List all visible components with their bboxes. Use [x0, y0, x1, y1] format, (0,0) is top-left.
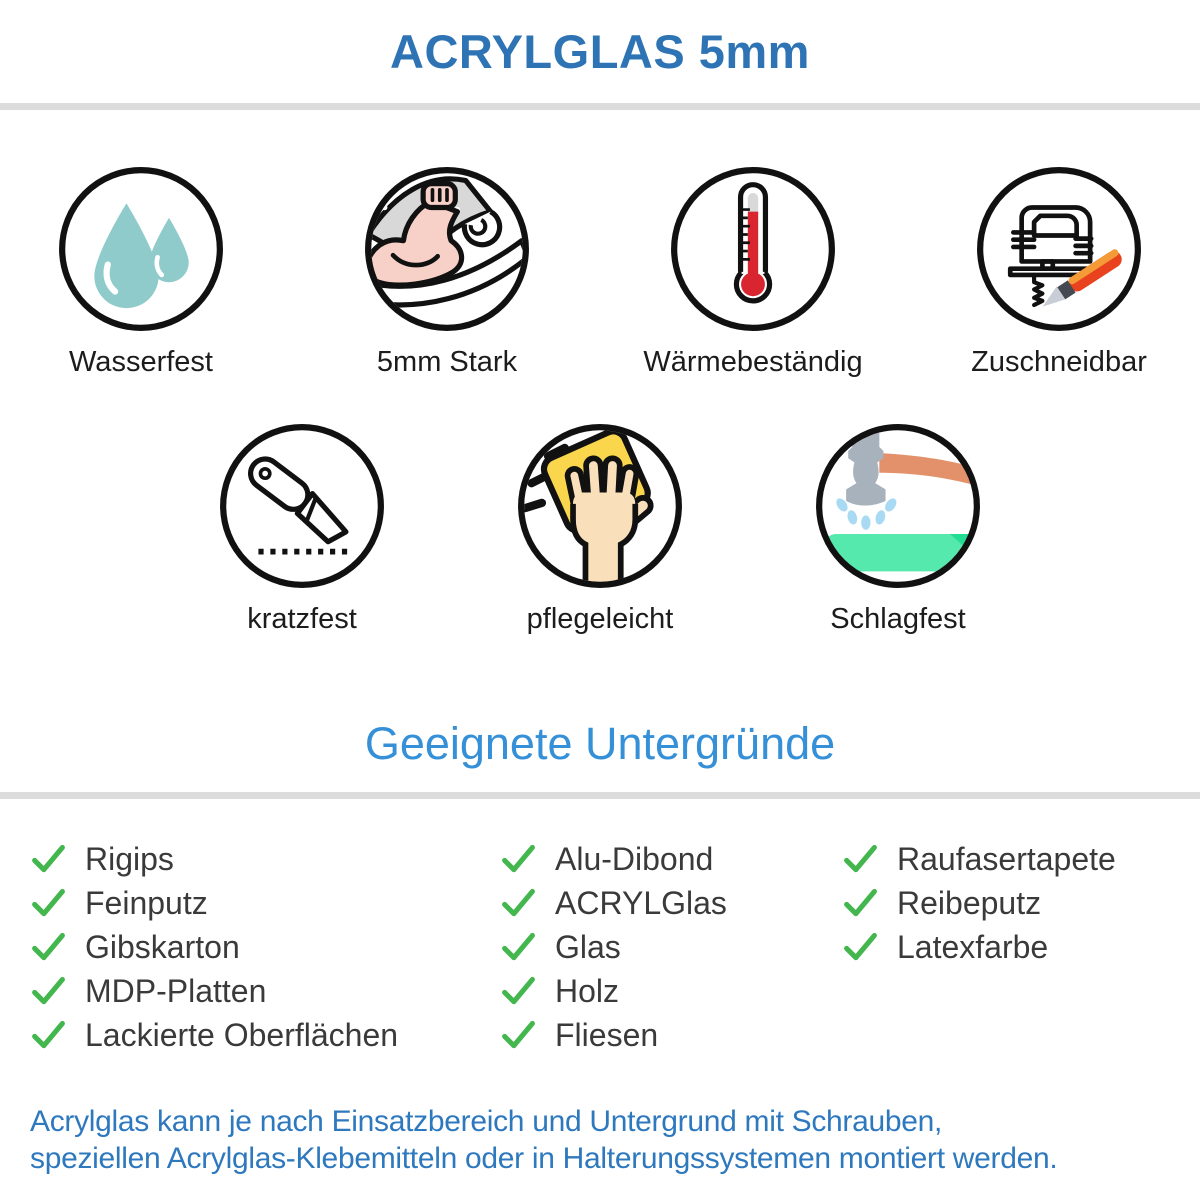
check-icon — [30, 1017, 67, 1054]
feature-label: Zuschneidbar — [971, 346, 1147, 378]
surface-item — [500, 1013, 842, 1057]
surfaces-column-1 — [30, 837, 500, 1057]
surface-label: Fliesen — [555, 1016, 659, 1053]
header — [0, 0, 1200, 103]
feature-5mm-stark — [330, 166, 564, 379]
check-icon — [30, 929, 67, 966]
surface-item — [30, 969, 500, 1013]
feature-row-1 — [0, 166, 1200, 379]
jigsaw-and-cutter-icon — [976, 166, 1142, 332]
surface-item — [30, 837, 500, 881]
divider-top — [0, 103, 1200, 110]
page-title: ACRYLGLAS 5mm — [390, 25, 810, 78]
utility-knife-icon — [219, 423, 385, 589]
surface-item — [500, 881, 842, 925]
check-icon — [500, 1017, 537, 1054]
surface-label: Glas — [555, 928, 621, 965]
surface-label: Rigips — [85, 840, 174, 877]
surface-label: Feinputz — [85, 884, 208, 921]
check-icon — [500, 885, 537, 922]
surface-item — [842, 881, 1200, 925]
check-icon — [500, 973, 537, 1010]
check-icon — [30, 841, 67, 878]
surface-item — [30, 925, 500, 969]
surface-item — [30, 881, 500, 925]
mounting-note-line-1: Acrylglas kann je nach Einsatzbereich und Untergrund mit Schrauben, — [30, 1105, 943, 1138]
surface-label: Holz — [555, 972, 620, 1009]
feature-label: pflegeleicht — [526, 603, 674, 635]
check-icon — [500, 929, 537, 966]
check-icon — [842, 841, 879, 878]
surface-item — [500, 925, 842, 969]
surface-item — [842, 837, 1200, 881]
feature-schlagfest — [796, 423, 1000, 636]
feature-label: Wärmebeständig — [643, 346, 863, 378]
surface-label: Gibskarton — [85, 928, 240, 965]
check-icon — [842, 885, 879, 922]
check-icon — [500, 841, 537, 878]
surface-item — [500, 837, 842, 881]
feature-label: kratzfest — [247, 603, 357, 635]
surface-item — [30, 1013, 500, 1057]
surface-label: MDP-Platten — [85, 972, 267, 1009]
divider-middle — [0, 792, 1200, 799]
feature-zuschneidbar — [942, 166, 1176, 379]
surface-label: Raufasertapete — [897, 840, 1116, 877]
check-icon — [30, 973, 67, 1010]
check-icon — [30, 885, 67, 922]
surfaces-heading: Geeignete Untergründe — [364, 718, 836, 769]
feature-label: 5mm Stark — [376, 346, 518, 378]
feature-pflegeleicht — [498, 423, 702, 636]
hammer-impact-icon — [815, 423, 981, 589]
surface-item — [842, 925, 1200, 969]
surfaces-column-2 — [500, 837, 842, 1057]
surface-item — [500, 969, 842, 1013]
check-icon — [842, 929, 879, 966]
feature-label: Wasserfest — [69, 346, 213, 378]
muscle-arm-material-roll-icon — [364, 166, 530, 332]
feature-row-2 — [0, 423, 1200, 636]
cleaning-hand-cloth-icon — [517, 423, 683, 589]
water-drops-icon — [58, 166, 224, 332]
surface-label: Reibeputz — [897, 884, 1042, 921]
surface-label: ACRYLGlas — [555, 884, 727, 921]
mounting-note — [0, 1103, 1200, 1177]
surfaces-column-3 — [842, 837, 1200, 1057]
surface-label: Alu-Dibond — [555, 840, 714, 877]
thermometer-icon — [670, 166, 836, 332]
mounting-note-line-2: speziellen Acrylglas-Klebemitteln oder in Halterungssystemen montiert werden. — [30, 1142, 1058, 1175]
feature-label: Schlagfest — [830, 603, 966, 635]
surfaces-list — [0, 799, 1200, 1057]
surface-label: Latexfarbe — [897, 928, 1049, 965]
surface-label: Lackierte Oberflächen — [85, 1016, 399, 1053]
feature-wasserfest — [24, 166, 258, 379]
feature-kratzfest — [200, 423, 404, 636]
feature-waermebestaendig — [636, 166, 870, 379]
